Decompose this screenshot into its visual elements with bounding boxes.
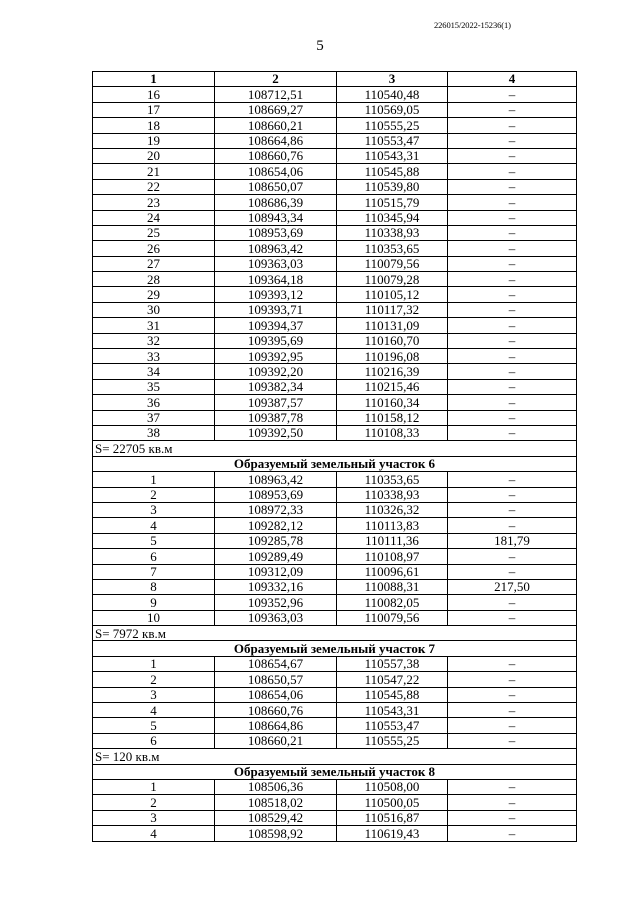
table-row (93, 287, 577, 302)
point-number-cell: 4 (93, 518, 215, 533)
table-row (93, 502, 577, 517)
document-number: 226015/2022-15236(1) (434, 20, 511, 30)
table-row (93, 595, 577, 610)
y-coordinate-cell: 110543,31 (337, 148, 448, 163)
point-number-cell: 1 (93, 472, 215, 487)
distance-cell: – (448, 795, 577, 810)
point-number-cell: 5 (93, 718, 215, 733)
y-coordinate-cell: 110345,94 (337, 210, 448, 225)
distance-cell: – (448, 87, 577, 102)
point-number-cell: 6 (93, 733, 215, 748)
point-number-cell: 4 (93, 826, 215, 841)
column-header-y: 3 (337, 72, 448, 87)
y-coordinate-cell: 110553,47 (337, 718, 448, 733)
distance-cell: – (448, 241, 577, 256)
x-coordinate-cell: 108518,02 (215, 795, 337, 810)
y-coordinate-cell: 110543,31 (337, 703, 448, 718)
y-coordinate-cell: 110545,88 (337, 164, 448, 179)
y-coordinate-cell: 110158,12 (337, 410, 448, 425)
x-coordinate-cell: 108963,42 (215, 241, 337, 256)
section-title: Образуемый земельный участок 7 (93, 641, 577, 656)
point-number-cell: 26 (93, 241, 215, 256)
table-row (93, 225, 577, 240)
point-number-cell: 34 (93, 364, 215, 379)
table-row (93, 718, 577, 733)
point-number-cell: 3 (93, 502, 215, 517)
table-row (93, 810, 577, 825)
distance-cell: – (448, 210, 577, 225)
table-row (93, 610, 577, 625)
point-number-cell: 18 (93, 118, 215, 133)
y-coordinate-cell: 110545,88 (337, 687, 448, 702)
table-row (93, 733, 577, 748)
y-coordinate-cell: 110079,56 (337, 610, 448, 625)
x-coordinate-cell: 109285,78 (215, 533, 337, 548)
point-number-cell: 19 (93, 133, 215, 148)
y-coordinate-cell: 110555,25 (337, 733, 448, 748)
x-coordinate-cell: 108654,06 (215, 687, 337, 702)
y-coordinate-cell: 110353,65 (337, 241, 448, 256)
table-row (93, 133, 577, 148)
y-coordinate-cell: 110216,39 (337, 364, 448, 379)
distance-cell: – (448, 195, 577, 210)
x-coordinate-cell: 109332,16 (215, 579, 337, 594)
x-coordinate-cell: 108972,33 (215, 502, 337, 517)
distance-cell: – (448, 272, 577, 287)
table-row (93, 256, 577, 271)
table-row (93, 487, 577, 502)
table-row (93, 272, 577, 287)
distance-cell: – (448, 164, 577, 179)
table-row (93, 410, 577, 425)
point-number-cell: 16 (93, 87, 215, 102)
y-coordinate-cell: 110557,38 (337, 656, 448, 671)
area-row (93, 441, 577, 456)
coordinates-table (92, 71, 577, 842)
y-coordinate-cell: 110108,97 (337, 549, 448, 564)
column-header-distance: 4 (448, 72, 577, 87)
y-coordinate-cell: 110516,87 (337, 810, 448, 825)
area-row (93, 626, 577, 641)
y-coordinate-cell: 110079,28 (337, 272, 448, 287)
x-coordinate-cell: 109395,69 (215, 333, 337, 348)
table-row (93, 472, 577, 487)
distance-cell: – (448, 518, 577, 533)
x-coordinate-cell: 108953,69 (215, 225, 337, 240)
point-number-cell: 30 (93, 302, 215, 317)
distance-cell: – (448, 487, 577, 502)
point-number-cell: 8 (93, 579, 215, 594)
y-coordinate-cell: 110515,79 (337, 195, 448, 210)
table-row (93, 302, 577, 317)
x-coordinate-cell: 109289,49 (215, 549, 337, 564)
point-number-cell: 9 (93, 595, 215, 610)
x-coordinate-cell: 108953,69 (215, 487, 337, 502)
x-coordinate-cell: 109312,09 (215, 564, 337, 579)
x-coordinate-cell: 108650,57 (215, 672, 337, 687)
point-number-cell: 10 (93, 610, 215, 625)
x-coordinate-cell: 108650,07 (215, 179, 337, 194)
distance-cell: – (448, 826, 577, 841)
y-coordinate-cell: 110196,08 (337, 349, 448, 364)
table-row (93, 87, 577, 102)
page-number: 5 (316, 38, 324, 54)
x-coordinate-cell: 109392,20 (215, 364, 337, 379)
distance-cell: – (448, 410, 577, 425)
table-row (93, 549, 577, 564)
x-coordinate-cell: 109393,12 (215, 287, 337, 302)
distance-cell: – (448, 333, 577, 348)
y-coordinate-cell: 110540,48 (337, 87, 448, 102)
section-title: Образуемый земельный участок 6 (93, 456, 577, 471)
x-coordinate-cell: 109392,95 (215, 349, 337, 364)
x-coordinate-cell: 108529,42 (215, 810, 337, 825)
y-coordinate-cell: 110096,61 (337, 564, 448, 579)
x-coordinate-cell: 108506,36 (215, 779, 337, 794)
distance-cell: – (448, 225, 577, 240)
distance-cell: – (448, 364, 577, 379)
point-number-cell: 17 (93, 102, 215, 117)
table-row (93, 364, 577, 379)
header-row (93, 72, 577, 87)
table-row (93, 703, 577, 718)
y-coordinate-cell: 110338,93 (337, 225, 448, 240)
y-coordinate-cell: 110555,25 (337, 118, 448, 133)
point-number-cell: 24 (93, 210, 215, 225)
y-coordinate-cell: 110108,33 (337, 425, 448, 440)
area-label: S= 7972 кв.м (93, 626, 577, 641)
y-coordinate-cell: 110113,83 (337, 518, 448, 533)
distance-cell: 181,79 (448, 533, 577, 548)
area-row (93, 749, 577, 764)
y-coordinate-cell: 110539,80 (337, 179, 448, 194)
point-number-cell: 31 (93, 318, 215, 333)
point-number-cell: 20 (93, 148, 215, 163)
y-coordinate-cell: 110338,93 (337, 487, 448, 502)
section-row (93, 764, 577, 779)
table-row (93, 795, 577, 810)
x-coordinate-cell: 109393,71 (215, 302, 337, 317)
distance-cell: – (448, 672, 577, 687)
point-number-cell: 25 (93, 225, 215, 240)
point-number-cell: 3 (93, 810, 215, 825)
distance-cell: – (448, 472, 577, 487)
x-coordinate-cell: 109387,57 (215, 395, 337, 410)
table-body (93, 87, 577, 841)
x-coordinate-cell: 108669,27 (215, 102, 337, 117)
point-number-cell: 32 (93, 333, 215, 348)
x-coordinate-cell: 108660,21 (215, 118, 337, 133)
column-header-x: 2 (215, 72, 337, 87)
x-coordinate-cell: 108598,92 (215, 826, 337, 841)
x-coordinate-cell: 108664,86 (215, 133, 337, 148)
table-row (93, 102, 577, 117)
table-row (93, 564, 577, 579)
table-row (93, 333, 577, 348)
distance-cell: 217,50 (448, 579, 577, 594)
distance-cell: – (448, 703, 577, 718)
distance-cell: – (448, 610, 577, 625)
point-number-cell: 1 (93, 656, 215, 671)
table-row (93, 148, 577, 163)
x-coordinate-cell: 108660,21 (215, 733, 337, 748)
distance-cell: – (448, 102, 577, 117)
distance-cell: – (448, 595, 577, 610)
y-coordinate-cell: 110500,05 (337, 795, 448, 810)
y-coordinate-cell: 110111,36 (337, 533, 448, 548)
column-header-point: 1 (93, 72, 215, 87)
distance-cell: – (448, 502, 577, 517)
table-row (93, 164, 577, 179)
x-coordinate-cell: 108712,51 (215, 87, 337, 102)
table-row (93, 395, 577, 410)
table-row (93, 379, 577, 394)
table-row (93, 672, 577, 687)
point-number-cell: 35 (93, 379, 215, 394)
y-coordinate-cell: 110508,00 (337, 779, 448, 794)
point-number-cell: 36 (93, 395, 215, 410)
distance-cell: – (448, 425, 577, 440)
table-row (93, 687, 577, 702)
point-number-cell: 3 (93, 687, 215, 702)
x-coordinate-cell: 108943,34 (215, 210, 337, 225)
distance-cell: – (448, 718, 577, 733)
y-coordinate-cell: 110569,05 (337, 102, 448, 117)
x-coordinate-cell: 109394,37 (215, 318, 337, 333)
point-number-cell: 4 (93, 703, 215, 718)
x-coordinate-cell: 109382,34 (215, 379, 337, 394)
point-number-cell: 2 (93, 672, 215, 687)
x-coordinate-cell: 108664,86 (215, 718, 337, 733)
y-coordinate-cell: 110088,31 (337, 579, 448, 594)
table-row (93, 195, 577, 210)
x-coordinate-cell: 109363,03 (215, 256, 337, 271)
point-number-cell: 7 (93, 564, 215, 579)
y-coordinate-cell: 110160,34 (337, 395, 448, 410)
distance-cell: – (448, 733, 577, 748)
y-coordinate-cell: 110326,32 (337, 502, 448, 517)
distance-cell: – (448, 779, 577, 794)
distance-cell: – (448, 179, 577, 194)
area-label: S= 120 кв.м (93, 749, 577, 764)
table-row (93, 241, 577, 256)
distance-cell: – (448, 656, 577, 671)
distance-cell: – (448, 302, 577, 317)
point-number-cell: 22 (93, 179, 215, 194)
distance-cell: – (448, 687, 577, 702)
table-row (93, 318, 577, 333)
table-row (93, 210, 577, 225)
table-row (93, 826, 577, 841)
point-number-cell: 23 (93, 195, 215, 210)
distance-cell: – (448, 379, 577, 394)
x-coordinate-cell: 108963,42 (215, 472, 337, 487)
table-row (93, 779, 577, 794)
distance-cell: – (448, 810, 577, 825)
y-coordinate-cell: 110079,56 (337, 256, 448, 271)
x-coordinate-cell: 108686,39 (215, 195, 337, 210)
point-number-cell: 1 (93, 779, 215, 794)
point-number-cell: 6 (93, 549, 215, 564)
point-number-cell: 5 (93, 533, 215, 548)
point-number-cell: 28 (93, 272, 215, 287)
y-coordinate-cell: 110547,22 (337, 672, 448, 687)
table-row (93, 179, 577, 194)
table-row (93, 579, 577, 594)
x-coordinate-cell: 109392,50 (215, 425, 337, 440)
table-row (93, 533, 577, 548)
y-coordinate-cell: 110117,32 (337, 302, 448, 317)
point-number-cell: 21 (93, 164, 215, 179)
distance-cell: – (448, 349, 577, 364)
point-number-cell: 27 (93, 256, 215, 271)
x-coordinate-cell: 109282,12 (215, 518, 337, 533)
x-coordinate-cell: 108654,06 (215, 164, 337, 179)
table-row (93, 656, 577, 671)
x-coordinate-cell: 109387,78 (215, 410, 337, 425)
distance-cell: – (448, 564, 577, 579)
distance-cell: – (448, 118, 577, 133)
table-row (93, 118, 577, 133)
x-coordinate-cell: 108660,76 (215, 148, 337, 163)
table-row (93, 349, 577, 364)
point-number-cell: 2 (93, 487, 215, 502)
y-coordinate-cell: 110082,05 (337, 595, 448, 610)
table-row (93, 425, 577, 440)
section-row (93, 456, 577, 471)
table-header (93, 72, 577, 87)
y-coordinate-cell: 110215,46 (337, 379, 448, 394)
distance-cell: – (448, 256, 577, 271)
y-coordinate-cell: 110131,09 (337, 318, 448, 333)
y-coordinate-cell: 110553,47 (337, 133, 448, 148)
point-number-cell: 38 (93, 425, 215, 440)
y-coordinate-cell: 110619,43 (337, 826, 448, 841)
distance-cell: – (448, 133, 577, 148)
y-coordinate-cell: 110105,12 (337, 287, 448, 302)
area-label: S= 22705 кв.м (93, 441, 577, 456)
point-number-cell: 2 (93, 795, 215, 810)
distance-cell: – (448, 549, 577, 564)
point-number-cell: 29 (93, 287, 215, 302)
table-row (93, 518, 577, 533)
distance-cell: – (448, 395, 577, 410)
section-title: Образуемый земельный участок 8 (93, 764, 577, 779)
section-row (93, 641, 577, 656)
x-coordinate-cell: 109363,03 (215, 610, 337, 625)
point-number-cell: 37 (93, 410, 215, 425)
distance-cell: – (448, 148, 577, 163)
y-coordinate-cell: 110353,65 (337, 472, 448, 487)
distance-cell: – (448, 318, 577, 333)
distance-cell: – (448, 287, 577, 302)
x-coordinate-cell: 109352,96 (215, 595, 337, 610)
x-coordinate-cell: 109364,18 (215, 272, 337, 287)
x-coordinate-cell: 108660,76 (215, 703, 337, 718)
point-number-cell: 33 (93, 349, 215, 364)
y-coordinate-cell: 110160,70 (337, 333, 448, 348)
x-coordinate-cell: 108654,67 (215, 656, 337, 671)
